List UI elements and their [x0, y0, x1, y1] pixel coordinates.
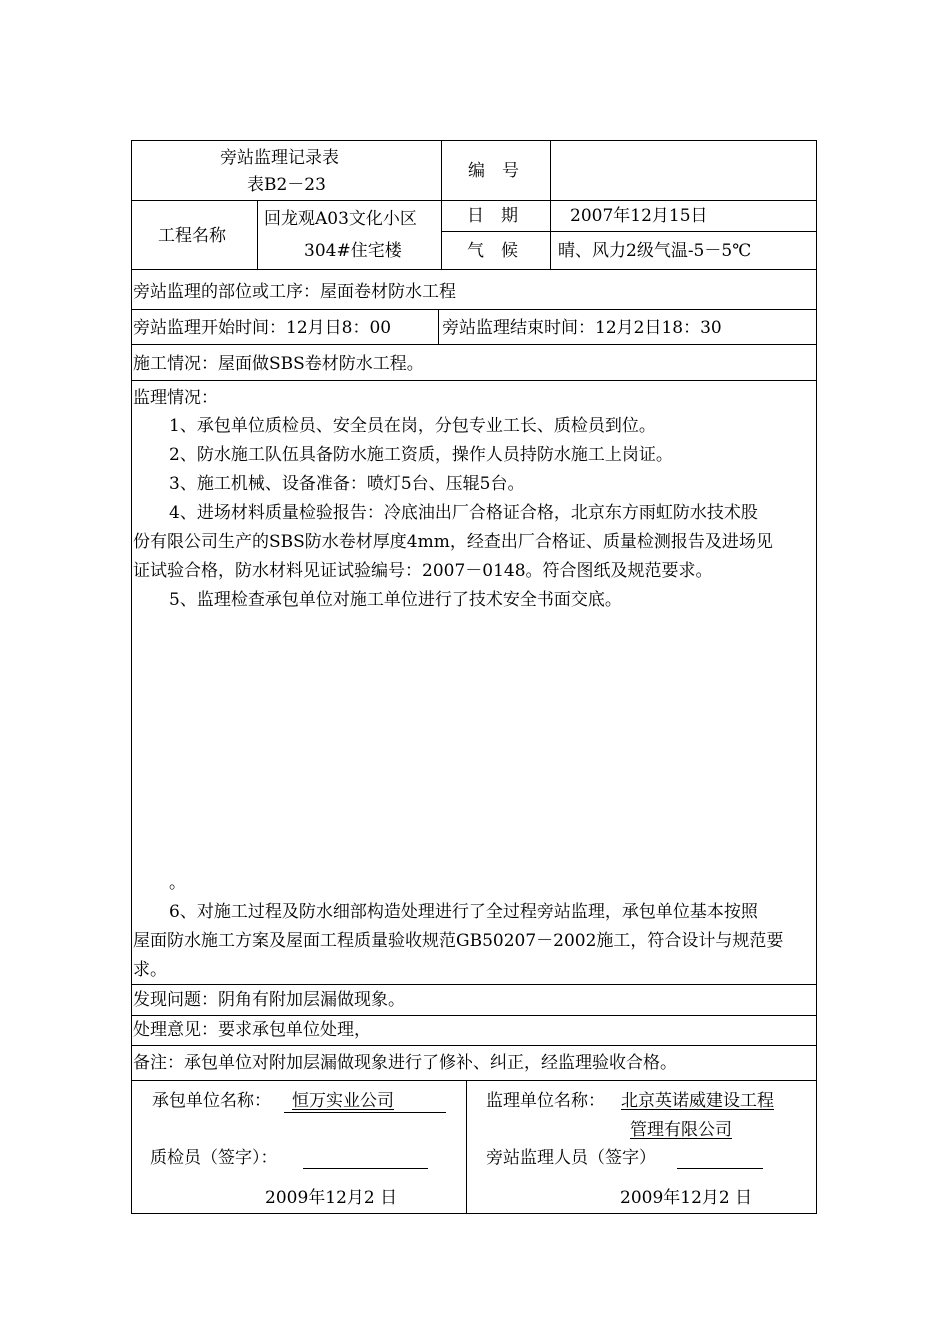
supervision-part: 旁站监理的部位或工序：屋面卷材防水工程 [133, 282, 456, 302]
col-line-label [550, 140, 551, 270]
col-line-signatures [466, 1080, 467, 1214]
table-border-left [131, 140, 132, 1214]
form-title: 旁站监理记录表 [220, 148, 339, 168]
form-code: 表B2－23 [247, 175, 326, 195]
project-name-line1: 回龙观A03文化小区 [264, 209, 417, 229]
supervisor-signature-line[interactable] [677, 1168, 763, 1169]
table-border-bottom [131, 1213, 817, 1214]
row-line-header [131, 200, 817, 201]
contractor-label: 承包单位名称： [152, 1091, 271, 1111]
weather-value: 晴、风力2级气温-5－5℃ [558, 241, 752, 261]
start-time: 旁站监理开始时间：12月日8：00 [133, 318, 392, 338]
project-name-label: 工程名称 [158, 226, 226, 246]
date-value: 2007年12月15日 [570, 206, 708, 226]
supervision-heading: 监理情况： [133, 388, 218, 408]
supervisor-date: 2009年12月2 日 [620, 1188, 753, 1208]
col-line-times [438, 309, 439, 345]
col-line-header [441, 140, 442, 270]
end-time: 旁站监理结束时间：12月2日18：30 [442, 318, 722, 338]
contractor-name-underline [284, 1112, 446, 1113]
remarks: 备注：承包单位对附加层漏做现象进行了修补、纠正，经监理验收合格。 [133, 1053, 677, 1073]
supervision-item-6-line3: 求。 [133, 960, 167, 980]
contractor-name: 恒万实业公司 [292, 1091, 394, 1111]
supervision-item-4-line3: 证试验合格，防水材料见证试验编号：2007－0148。符合图纸及规范要求。 [133, 561, 713, 581]
row-line-date [441, 231, 817, 232]
supervision-item-4-line2: 份有限公司生产的SBS防水卷材厚度4mm，经查出厂合格证、质量检测报告及进场见 [133, 532, 773, 552]
table-border-top [131, 140, 817, 141]
row-line-project [131, 269, 817, 270]
supervision-item-1: 1、承包单位质检员、安全员在岗，分包专业工长、质检员到位。 [169, 416, 656, 436]
row-line-part [131, 309, 817, 310]
number-label: 编 号 [468, 161, 519, 181]
supervision-item-4-line1: 4、进场材料质量检验报告：冷底油出厂合格证合格，北京东方雨虹防水技术股 [169, 503, 758, 523]
supervision-dot: 。 [169, 873, 186, 893]
date-label: 日 期 [467, 206, 518, 226]
supervision-item-6-line1: 6、对施工过程及防水细部构造处理进行了全过程旁站监理，承包单位基本按照 [169, 902, 758, 922]
weather-label: 气 候 [467, 241, 518, 261]
supervisor-label: 监理单位名称： [486, 1091, 605, 1111]
number-value[interactable] [570, 163, 800, 183]
supervisor-person-label: 旁站监理人员（签字） [486, 1148, 656, 1168]
row-line-remarks [131, 1080, 817, 1081]
row-line-supervision [131, 984, 817, 985]
construction-status: 施工情况：屋面做SBS卷材防水工程。 [133, 354, 424, 374]
col-line-project-name [257, 200, 258, 270]
row-line-handling [131, 1045, 817, 1046]
table-border-right [816, 140, 817, 1214]
supervision-item-5: 5、监理检查承包单位对施工单位进行了技术安全书面交底。 [169, 590, 622, 610]
supervisor-name-line1: 北京英诺威建设工程 [621, 1091, 774, 1111]
supervision-item-2: 2、防水施工队伍具备防水施工资质，操作人员持防水施工上岗证。 [169, 445, 673, 465]
supervision-item-3: 3、施工机械、设备准备：喷灯5台、压辊5台。 [169, 474, 525, 494]
supervision-item-6-line2: 屋面防水施工方案及屋面工程质量验收规范GB50207－2002施工，符合设计与规范要 [133, 931, 784, 951]
handling-opinion: 处理意见：要求承包单位处理， [133, 1020, 371, 1040]
contractor-date: 2009年12月2 日 [265, 1188, 398, 1208]
inspector-signature-label: 质检员（签字）： [150, 1148, 278, 1168]
supervisor-name-line2: 管理有限公司 [630, 1120, 732, 1140]
project-name-line2: 304#住宅楼 [304, 241, 402, 261]
row-line-construction [131, 380, 817, 381]
problems-found: 发现问题：阴角有附加层漏做现象。 [133, 990, 405, 1010]
row-line-times [131, 344, 817, 345]
inspector-signature-line[interactable] [303, 1168, 428, 1169]
row-line-problems [131, 1015, 817, 1016]
